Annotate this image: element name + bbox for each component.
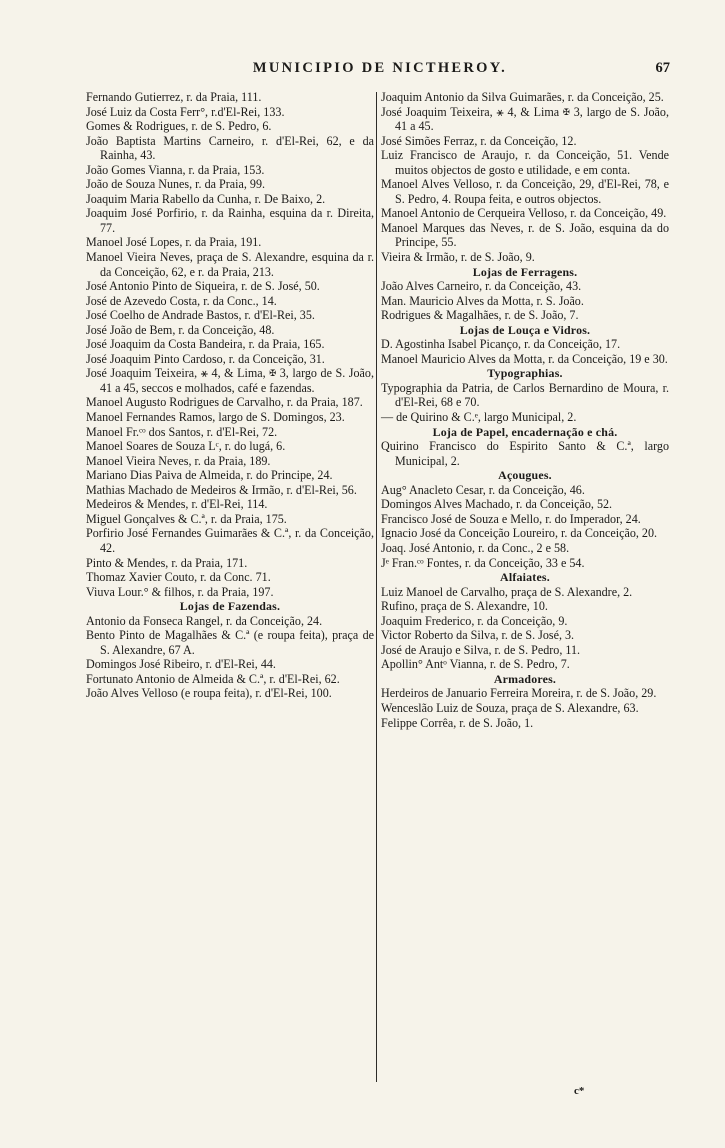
section-heading: Alfaiates. — [500, 570, 550, 585]
directory-entry: Ignacio José da Conceição Loureiro, r. da Conceição, 20. — [381, 526, 658, 541]
directory-entry: Vieira & Irmão, r. de S. João, 9. — [381, 250, 535, 265]
directory-entry: Aug° Anacleto Cesar, r. da Conceição, 46. — [381, 482, 585, 497]
directory-entry: Joaq. José Antonio, r. da Conc., 2 e 58. — [381, 540, 570, 555]
directory-entry: Manoel Vieira Neves, r. da Praia, 189. — [86, 453, 271, 468]
directory-entry: Porfirio José Fernandes Guimarães & C.ª, r. da Conceição, 42. — [86, 526, 374, 555]
directory-entry: Typographia da Patria, de Carlos Bernardino de Moura, r. d'El-Rei, 68 e 70. — [381, 380, 669, 410]
directory-entry: João de Souza Nunes, r. da Praia, 99. — [86, 177, 266, 192]
directory-entry: Rufino, praça de S. Alexandre, 10. — [381, 599, 548, 614]
column-divider — [376, 92, 377, 1082]
directory-entry: José Luiz da Costa Ferr°, r.d'El-Rei, 133. — [86, 104, 285, 119]
directory-entry: Man. Mauricio Alves da Motta, r. S. João. — [381, 293, 584, 308]
directory-entry: José Joaquim Teixeira, ⚹ 4, & Lima ✠ 3, largo de S. João, 41 a 45. — [381, 104, 669, 134]
directory-entry: Luiz Francisco de Araujo, r. da Conceição, 51. Vende muitos objectos de gosto e utilidade, e em conta. — [381, 148, 669, 177]
section-heading: Lojas de Louça e Vidros. — [459, 322, 591, 337]
directory-entry: Manoel Marques das Neves, r. de S. João, esquina da do Principe, 55. — [381, 220, 669, 250]
directory-entry: Joaquim Frederico, r. da Conceição, 9. — [381, 613, 568, 628]
directory-entry: João Baptista Martins Carneiro, r. d'El-Rei, 62, e da Rainha, 43. — [86, 133, 374, 163]
directory-entry: Luiz Manoel de Carvalho, praça de S. Alexandre, 2. — [381, 584, 633, 599]
directory-entry: Apollin° Antᵒ Vianna, r. de S. Pedro, 7. — [381, 657, 570, 672]
directory-entry: José Joaquim Teixeira, ⚹ 4, & Lima, ✠ 3, largo de S. João, 41 a 45, seccos e molhados, café e fazendas. — [86, 366, 374, 395]
signature-mark: c* — [574, 1085, 585, 1097]
directory-entry: João Alves Carneiro, r. da Conceição, 43. — [381, 279, 582, 294]
directory-entry: Domingos José Ribeiro, r. d'El-Rei, 44. — [86, 657, 276, 672]
directory-entry: José Joaquim Pinto Cardoso, r. da Conceição, 31. — [86, 351, 325, 366]
directory-entry: Gomes & Rodrigues, r. de S. Pedro, 6. — [86, 119, 272, 134]
directory-entry: José Joaquim da Costa Bandeira, r. da Praia, 165. — [86, 337, 325, 352]
directory-entry: Manoel Fr.ᶜᵒ dos Santos, r. d'El-Rei, 72. — [86, 424, 278, 439]
directory-entry: Manoel Antonio de Cerqueira Velloso, r. da Conceição, 49. — [381, 206, 667, 221]
directory-entry: José Antonio Pinto de Siqueira, r. de S. José, 50. — [86, 279, 320, 294]
directory-entry: Domingos Alves Machado, r. da Conceição, 52. — [381, 497, 613, 512]
directory-entry: D. Agostinha Isabel Picanço, r. da Conceição, 17. — [381, 337, 621, 352]
directory-entry: Fortunato Antonio de Almeida & C.ª, r. d'El-Rei, 62. — [86, 671, 340, 686]
directory-entry: Pinto & Mendes, r. da Praia, 171. — [86, 555, 248, 570]
directory-entry: Manoel Soares de Souza Lᶜ, r. do lugá, 6. — [86, 439, 286, 454]
directory-entry: Miguel Gonçalves & C.ª, r. da Praia, 175. — [86, 511, 287, 526]
directory-entry: Fernando Gutierrez, r. da Praia, 111. — [86, 90, 262, 104]
directory-entry: Wenceslão Luiz de Souza, praça de S. Alexandre, 63. — [381, 700, 639, 715]
directory-entry: José Simões Ferraz, r. da Conceição, 12. — [381, 133, 577, 148]
directory-entry: João Gomes Vianna, r. da Praia, 153. — [86, 162, 265, 177]
directory-entry: Manoel José Lopes, r. da Praia, 191. — [86, 235, 262, 250]
directory-entry: Joaquim José Porfirio, r. da Rainha, esquina da r. Direita, 77. — [86, 206, 374, 235]
section-heading: Lojas de Ferragens. — [472, 264, 578, 279]
left-column — [86, 90, 374, 701]
right-column — [381, 90, 669, 730]
directory-entry: Manoel Alves Velloso, r. da Conceição, 29, d'El-Rei, 78, e S. Pedro, 4. Roupa feita, e outros objectos. — [381, 177, 669, 206]
directory-entry: José de Araujo e Silva, r. de S. Pedro, 11. — [381, 642, 581, 657]
directory-entry: Thomaz Xavier Couto, r. da Conc. 71. — [86, 570, 271, 585]
directory-entry: Joaquim Maria Rabello da Cunha, r. De Baixo, 2. — [86, 191, 326, 206]
directory-entry: Mariano Dias Paiva de Almeida, r. do Principe, 24. — [86, 468, 333, 483]
directory-entry: Joaquim Antonio da Silva Guimarães, r. da Conceição, 25. — [381, 90, 664, 104]
directory-entry: José de Azevedo Costa, r. da Conc., 14. — [86, 293, 277, 308]
directory-entry: Jᵉ Fran.ᶜᵒ Fontes, r. da Conceição, 33 e 54. — [381, 555, 585, 570]
directory-entry: José João de Bem, r. da Conceição, 48. — [86, 322, 275, 337]
directory-entry: — de Quirino & C.ᵉ, largo Municipal, 2. — [381, 410, 577, 425]
directory-entry: José Coelho de Andrade Bastos, r. d'El-Rei, 35. — [86, 308, 315, 323]
directory-entry: Mathias Machado de Medeiros & Irmão, r. d'El-Rei, 56. — [86, 482, 357, 497]
directory-entry: João Alves Velloso (e roupa feita), r. d'El-Rei, 100. — [86, 686, 332, 701]
running-title: MUNICIPIO DE NICTHEROY. — [252, 60, 508, 76]
directory-entry: Manoel Vieira Neves, praça de S. Alexandre, esquina da r. da Conceição, 62, e r. da Praia, 213. — [86, 250, 374, 279]
directory-entry: Manoel Mauricio Alves da Motta, r. da Conceição, 19 e 30. — [381, 351, 668, 366]
directory-entry: Viuva Lour.° & filhos, r. da Praia, 197. — [86, 584, 274, 599]
directory-entry: Manoel Augusto Rodrigues de Carvalho, r. da Praia, 187. — [86, 395, 363, 410]
section-heading: Loja de Papel, encadernação e chá. — [432, 424, 618, 439]
directory-entry: Medeiros & Mendes, r. d'El-Rei, 114. — [86, 497, 268, 512]
section-heading: Açougues. — [498, 468, 552, 483]
directory-entry: Quirino Francisco do Espirito Santo & C.ª, largo Municipal, 2. — [381, 439, 669, 468]
directory-entry: Felippe Corrêa, r. de S. João, 1. — [381, 715, 534, 730]
section-heading: Typographias. — [487, 366, 563, 381]
directory-entry: Herdeiros de Januario Ferreira Moreira, r. de S. João, 29. — [381, 686, 657, 701]
directory-entry: Victor Roberto da Silva, r. de S. José, 3. — [381, 628, 575, 643]
section-heading: Lojas de Fazendas. — [179, 599, 281, 614]
directory-entry: Francisco José de Souza e Mello, r. do Imperador, 24. — [381, 511, 641, 526]
directory-entry: Rodrigues & Magalhães, r. de S. João, 7. — [381, 308, 579, 323]
page-number: 67 — [655, 60, 670, 76]
page-header — [90, 60, 670, 82]
directory-entry: Manoel Fernandes Ramos, largo de S. Domingos, 23. — [86, 410, 345, 425]
directory-entry: Bento Pinto de Magalhães & C.ª (e roupa feita), praça de S. Alexandre, 67 A. — [86, 628, 374, 657]
section-heading: Armadores. — [493, 671, 557, 686]
directory-entry: Antonio da Fonseca Rangel, r. da Conceição, 24. — [86, 613, 323, 628]
